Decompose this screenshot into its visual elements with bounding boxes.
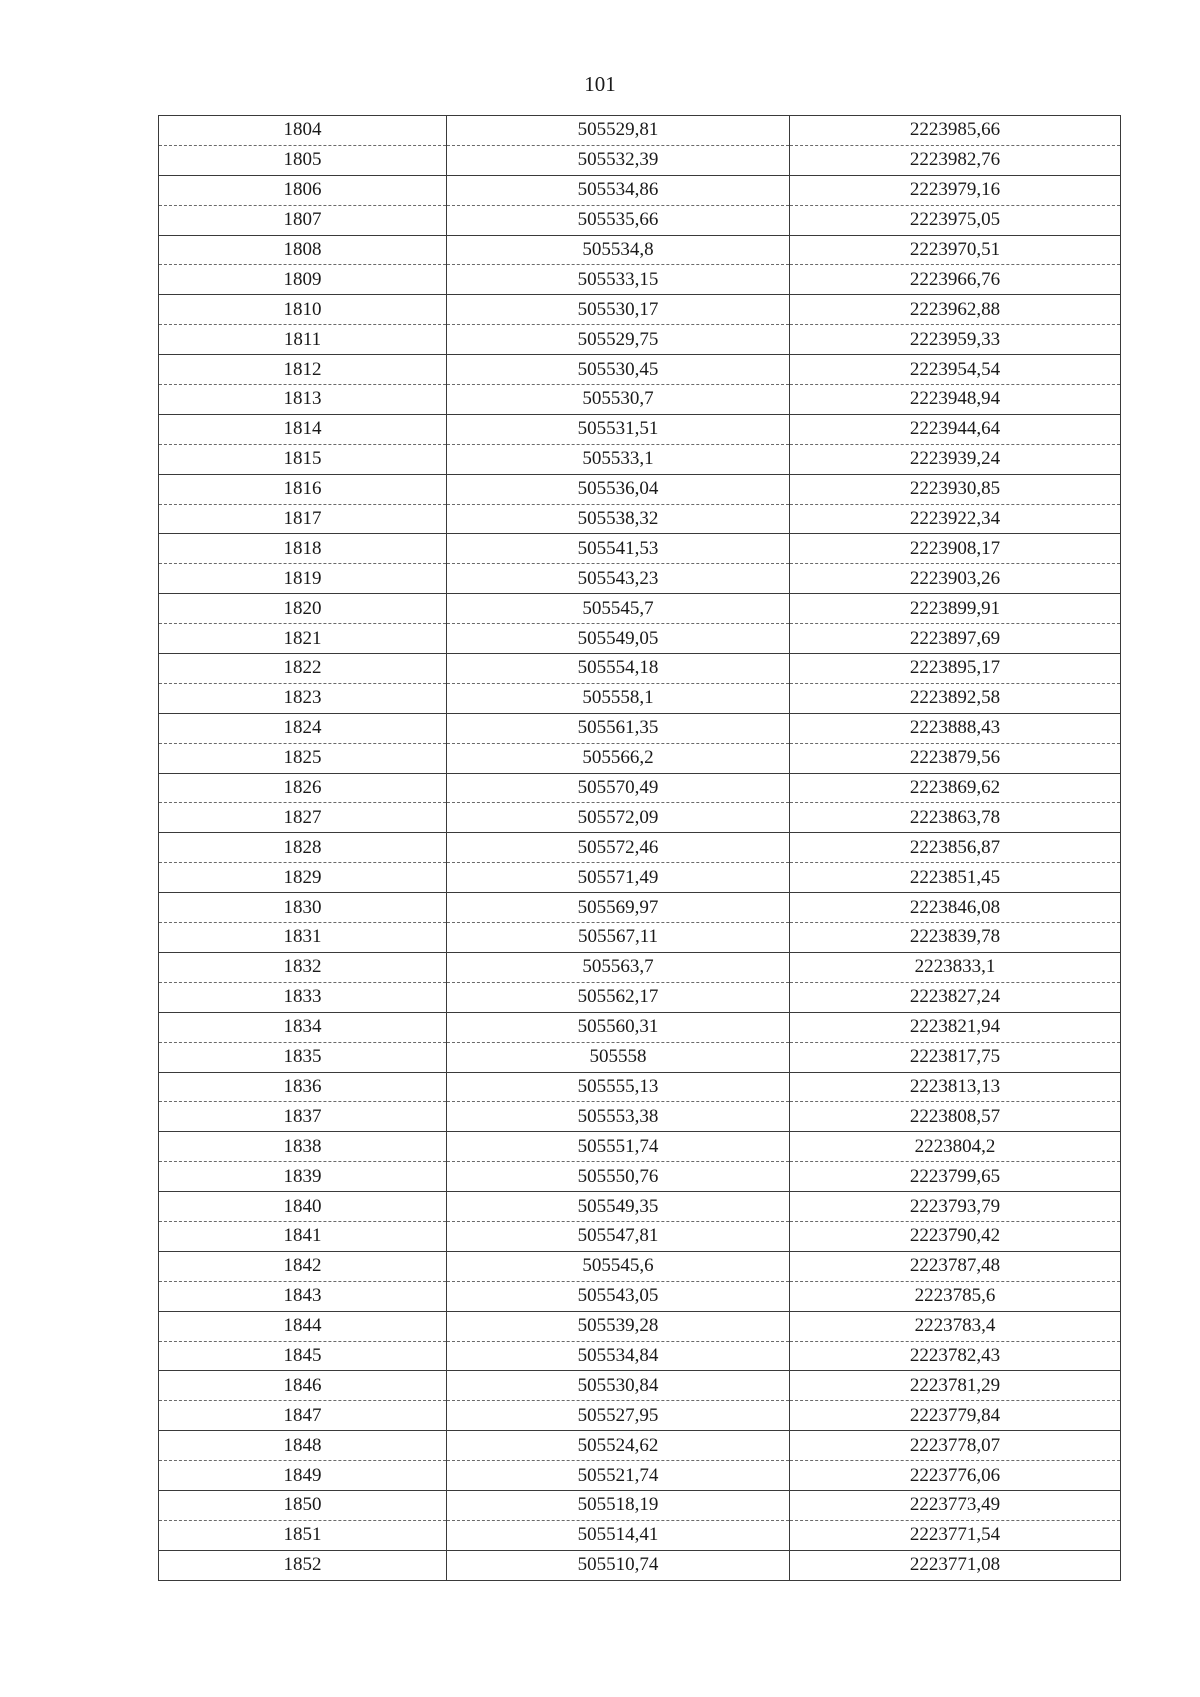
point-number-cell: 1829 bbox=[159, 863, 447, 893]
y-coordinate-cell: 2223785,6 bbox=[790, 1281, 1121, 1311]
x-coordinate-cell: 505524,62 bbox=[447, 1431, 790, 1461]
table-row bbox=[159, 1311, 1121, 1341]
y-coordinate-cell: 2223962,88 bbox=[790, 295, 1121, 325]
table-row bbox=[159, 743, 1121, 773]
y-coordinate-cell: 2223773,49 bbox=[790, 1490, 1121, 1520]
y-coordinate-cell: 2223970,51 bbox=[790, 235, 1121, 265]
table-row bbox=[159, 1431, 1121, 1461]
y-coordinate-cell: 2223939,24 bbox=[790, 444, 1121, 474]
point-number-cell: 1805 bbox=[159, 145, 447, 175]
x-coordinate-cell: 505567,11 bbox=[447, 923, 790, 953]
table-row bbox=[159, 474, 1121, 504]
point-number-cell: 1833 bbox=[159, 982, 447, 1012]
point-number-cell: 1804 bbox=[159, 116, 447, 146]
x-coordinate-cell: 505570,49 bbox=[447, 773, 790, 803]
x-coordinate-cell: 505529,75 bbox=[447, 325, 790, 355]
point-number-cell: 1831 bbox=[159, 923, 447, 953]
x-coordinate-cell: 505558 bbox=[447, 1042, 790, 1072]
point-number-cell: 1822 bbox=[159, 654, 447, 684]
table-row bbox=[159, 1371, 1121, 1401]
table-row bbox=[159, 1132, 1121, 1162]
y-coordinate-cell: 2223954,54 bbox=[790, 355, 1121, 385]
x-coordinate-cell: 505572,09 bbox=[447, 803, 790, 833]
point-number-cell: 1814 bbox=[159, 414, 447, 444]
table-row bbox=[159, 982, 1121, 1012]
table-row bbox=[159, 654, 1121, 684]
x-coordinate-cell: 505538,32 bbox=[447, 504, 790, 534]
x-coordinate-cell: 505549,05 bbox=[447, 624, 790, 654]
table-row bbox=[159, 803, 1121, 833]
x-coordinate-cell: 505533,1 bbox=[447, 444, 790, 474]
point-number-cell: 1826 bbox=[159, 773, 447, 803]
y-coordinate-cell: 2223804,2 bbox=[790, 1132, 1121, 1162]
x-coordinate-cell: 505561,35 bbox=[447, 713, 790, 743]
y-coordinate-cell: 2223979,16 bbox=[790, 175, 1121, 205]
point-number-cell: 1827 bbox=[159, 803, 447, 833]
x-coordinate-cell: 505535,66 bbox=[447, 205, 790, 235]
x-coordinate-cell: 505553,38 bbox=[447, 1102, 790, 1132]
point-number-cell: 1807 bbox=[159, 205, 447, 235]
x-coordinate-cell: 505543,05 bbox=[447, 1281, 790, 1311]
point-number-cell: 1819 bbox=[159, 564, 447, 594]
point-number-cell: 1839 bbox=[159, 1162, 447, 1192]
y-coordinate-cell: 2223787,48 bbox=[790, 1251, 1121, 1281]
table-row bbox=[159, 833, 1121, 863]
table-row bbox=[159, 624, 1121, 654]
point-number-cell: 1810 bbox=[159, 295, 447, 325]
table-row bbox=[159, 923, 1121, 953]
point-number-cell: 1828 bbox=[159, 833, 447, 863]
table-row bbox=[159, 1401, 1121, 1431]
y-coordinate-cell: 2223817,75 bbox=[790, 1042, 1121, 1072]
x-coordinate-cell: 505530,84 bbox=[447, 1371, 790, 1401]
table-row bbox=[159, 564, 1121, 594]
x-coordinate-cell: 505572,46 bbox=[447, 833, 790, 863]
x-coordinate-cell: 505530,45 bbox=[447, 355, 790, 385]
table-row bbox=[159, 385, 1121, 415]
point-number-cell: 1830 bbox=[159, 893, 447, 923]
x-coordinate-cell: 505554,18 bbox=[447, 654, 790, 684]
y-coordinate-cell: 2223846,08 bbox=[790, 893, 1121, 923]
point-number-cell: 1821 bbox=[159, 624, 447, 654]
coordinates-table-body bbox=[159, 116, 1121, 1581]
table-row bbox=[159, 534, 1121, 564]
y-coordinate-cell: 2223897,69 bbox=[790, 624, 1121, 654]
point-number-cell: 1811 bbox=[159, 325, 447, 355]
y-coordinate-cell: 2223813,13 bbox=[790, 1072, 1121, 1102]
y-coordinate-cell: 2223899,91 bbox=[790, 594, 1121, 624]
x-coordinate-cell: 505543,23 bbox=[447, 564, 790, 594]
point-number-cell: 1809 bbox=[159, 265, 447, 295]
table-row bbox=[159, 1281, 1121, 1311]
page-number: 101 bbox=[584, 72, 616, 96]
y-coordinate-cell: 2223903,26 bbox=[790, 564, 1121, 594]
y-coordinate-cell: 2223985,66 bbox=[790, 116, 1121, 146]
table-row bbox=[159, 1251, 1121, 1281]
point-number-cell: 1842 bbox=[159, 1251, 447, 1281]
point-number-cell: 1852 bbox=[159, 1550, 447, 1580]
y-coordinate-cell: 2223808,57 bbox=[790, 1102, 1121, 1132]
y-coordinate-cell: 2223975,05 bbox=[790, 205, 1121, 235]
x-coordinate-cell: 505545,6 bbox=[447, 1251, 790, 1281]
y-coordinate-cell: 2223782,43 bbox=[790, 1341, 1121, 1371]
y-coordinate-cell: 2223781,29 bbox=[790, 1371, 1121, 1401]
y-coordinate-cell: 2223895,17 bbox=[790, 654, 1121, 684]
table-row bbox=[159, 1072, 1121, 1102]
point-number-cell: 1841 bbox=[159, 1221, 447, 1251]
table-row bbox=[159, 1192, 1121, 1222]
table-row bbox=[159, 175, 1121, 205]
table-row bbox=[159, 235, 1121, 265]
table-row bbox=[159, 145, 1121, 175]
y-coordinate-cell: 2223821,94 bbox=[790, 1012, 1121, 1042]
table-row bbox=[159, 355, 1121, 385]
y-coordinate-cell: 2223869,62 bbox=[790, 773, 1121, 803]
y-coordinate-cell: 2223771,54 bbox=[790, 1520, 1121, 1550]
point-number-cell: 1818 bbox=[159, 534, 447, 564]
x-coordinate-cell: 505549,35 bbox=[447, 1192, 790, 1222]
x-coordinate-cell: 505534,8 bbox=[447, 235, 790, 265]
table-row bbox=[159, 1012, 1121, 1042]
y-coordinate-cell: 2223922,34 bbox=[790, 504, 1121, 534]
x-coordinate-cell: 505541,53 bbox=[447, 534, 790, 564]
x-coordinate-cell: 505530,7 bbox=[447, 385, 790, 415]
point-number-cell: 1813 bbox=[159, 385, 447, 415]
y-coordinate-cell: 2223827,24 bbox=[790, 982, 1121, 1012]
point-number-cell: 1847 bbox=[159, 1401, 447, 1431]
y-coordinate-cell: 2223892,58 bbox=[790, 683, 1121, 713]
y-coordinate-cell: 2223982,76 bbox=[790, 145, 1121, 175]
x-coordinate-cell: 505545,7 bbox=[447, 594, 790, 624]
y-coordinate-cell: 2223948,94 bbox=[790, 385, 1121, 415]
x-coordinate-cell: 505533,15 bbox=[447, 265, 790, 295]
y-coordinate-cell: 2223799,65 bbox=[790, 1162, 1121, 1192]
point-number-cell: 1840 bbox=[159, 1192, 447, 1222]
y-coordinate-cell: 2223793,79 bbox=[790, 1192, 1121, 1222]
point-number-cell: 1817 bbox=[159, 504, 447, 534]
table-row bbox=[159, 116, 1121, 146]
table-row bbox=[159, 1461, 1121, 1491]
y-coordinate-cell: 2223944,64 bbox=[790, 414, 1121, 444]
x-coordinate-cell: 505518,19 bbox=[447, 1490, 790, 1520]
table-row bbox=[159, 1490, 1121, 1520]
x-coordinate-cell: 505521,74 bbox=[447, 1461, 790, 1491]
table-row bbox=[159, 504, 1121, 534]
point-number-cell: 1825 bbox=[159, 743, 447, 773]
y-coordinate-cell: 2223790,42 bbox=[790, 1221, 1121, 1251]
table-row bbox=[159, 295, 1121, 325]
x-coordinate-cell: 505562,17 bbox=[447, 982, 790, 1012]
point-number-cell: 1815 bbox=[159, 444, 447, 474]
x-coordinate-cell: 505550,76 bbox=[447, 1162, 790, 1192]
point-number-cell: 1832 bbox=[159, 952, 447, 982]
point-number-cell: 1835 bbox=[159, 1042, 447, 1072]
table-row bbox=[159, 1221, 1121, 1251]
table-row bbox=[159, 773, 1121, 803]
point-number-cell: 1849 bbox=[159, 1461, 447, 1491]
y-coordinate-cell: 2223908,17 bbox=[790, 534, 1121, 564]
y-coordinate-cell: 2223771,08 bbox=[790, 1550, 1121, 1580]
x-coordinate-cell: 505569,97 bbox=[447, 893, 790, 923]
y-coordinate-cell: 2223959,33 bbox=[790, 325, 1121, 355]
y-coordinate-cell: 2223778,07 bbox=[790, 1431, 1121, 1461]
point-number-cell: 1843 bbox=[159, 1281, 447, 1311]
x-coordinate-cell: 505514,41 bbox=[447, 1520, 790, 1550]
table-row bbox=[159, 265, 1121, 295]
x-coordinate-cell: 505560,31 bbox=[447, 1012, 790, 1042]
table-row bbox=[159, 1102, 1121, 1132]
x-coordinate-cell: 505534,84 bbox=[447, 1341, 790, 1371]
table-row bbox=[159, 863, 1121, 893]
table-row bbox=[159, 1341, 1121, 1371]
x-coordinate-cell: 505530,17 bbox=[447, 295, 790, 325]
point-number-cell: 1820 bbox=[159, 594, 447, 624]
y-coordinate-cell: 2223851,45 bbox=[790, 863, 1121, 893]
table-row bbox=[159, 1042, 1121, 1072]
table-row bbox=[159, 713, 1121, 743]
table-row bbox=[159, 325, 1121, 355]
table-row bbox=[159, 1162, 1121, 1192]
point-number-cell: 1846 bbox=[159, 1371, 447, 1401]
table-row bbox=[159, 414, 1121, 444]
y-coordinate-cell: 2223779,84 bbox=[790, 1401, 1121, 1431]
point-number-cell: 1812 bbox=[159, 355, 447, 385]
y-coordinate-cell: 2223966,76 bbox=[790, 265, 1121, 295]
y-coordinate-cell: 2223888,43 bbox=[790, 713, 1121, 743]
table-row bbox=[159, 594, 1121, 624]
table-row bbox=[159, 444, 1121, 474]
table-row bbox=[159, 893, 1121, 923]
y-coordinate-cell: 2223839,78 bbox=[790, 923, 1121, 953]
y-coordinate-cell: 2223879,56 bbox=[790, 743, 1121, 773]
x-coordinate-cell: 505563,7 bbox=[447, 952, 790, 982]
x-coordinate-cell: 505529,81 bbox=[447, 116, 790, 146]
point-number-cell: 1844 bbox=[159, 1311, 447, 1341]
x-coordinate-cell: 505566,2 bbox=[447, 743, 790, 773]
point-number-cell: 1823 bbox=[159, 683, 447, 713]
point-number-cell: 1838 bbox=[159, 1132, 447, 1162]
x-coordinate-cell: 505527,95 bbox=[447, 1401, 790, 1431]
table-row bbox=[159, 1520, 1121, 1550]
x-coordinate-cell: 505558,1 bbox=[447, 683, 790, 713]
y-coordinate-cell: 2223863,78 bbox=[790, 803, 1121, 833]
table-row bbox=[159, 683, 1121, 713]
point-number-cell: 1834 bbox=[159, 1012, 447, 1042]
point-number-cell: 1850 bbox=[159, 1490, 447, 1520]
point-number-cell: 1837 bbox=[159, 1102, 447, 1132]
point-number-cell: 1848 bbox=[159, 1431, 447, 1461]
x-coordinate-cell: 505547,81 bbox=[447, 1221, 790, 1251]
x-coordinate-cell: 505510,74 bbox=[447, 1550, 790, 1580]
point-number-cell: 1836 bbox=[159, 1072, 447, 1102]
y-coordinate-cell: 2223930,85 bbox=[790, 474, 1121, 504]
x-coordinate-cell: 505534,86 bbox=[447, 175, 790, 205]
x-coordinate-cell: 505539,28 bbox=[447, 1311, 790, 1341]
y-coordinate-cell: 2223833,1 bbox=[790, 952, 1121, 982]
y-coordinate-cell: 2223856,87 bbox=[790, 833, 1121, 863]
table-row bbox=[159, 952, 1121, 982]
y-coordinate-cell: 2223783,4 bbox=[790, 1311, 1121, 1341]
x-coordinate-cell: 505531,51 bbox=[447, 414, 790, 444]
table-row bbox=[159, 1550, 1121, 1580]
x-coordinate-cell: 505555,13 bbox=[447, 1072, 790, 1102]
x-coordinate-cell: 505536,04 bbox=[447, 474, 790, 504]
y-coordinate-cell: 2223776,06 bbox=[790, 1461, 1121, 1491]
coordinates-table bbox=[158, 115, 1121, 1581]
x-coordinate-cell: 505551,74 bbox=[447, 1132, 790, 1162]
point-number-cell: 1824 bbox=[159, 713, 447, 743]
point-number-cell: 1816 bbox=[159, 474, 447, 504]
x-coordinate-cell: 505571,49 bbox=[447, 863, 790, 893]
point-number-cell: 1808 bbox=[159, 235, 447, 265]
x-coordinate-cell: 505532,39 bbox=[447, 145, 790, 175]
point-number-cell: 1845 bbox=[159, 1341, 447, 1371]
point-number-cell: 1851 bbox=[159, 1520, 447, 1550]
point-number-cell: 1806 bbox=[159, 175, 447, 205]
table-row bbox=[159, 205, 1121, 235]
